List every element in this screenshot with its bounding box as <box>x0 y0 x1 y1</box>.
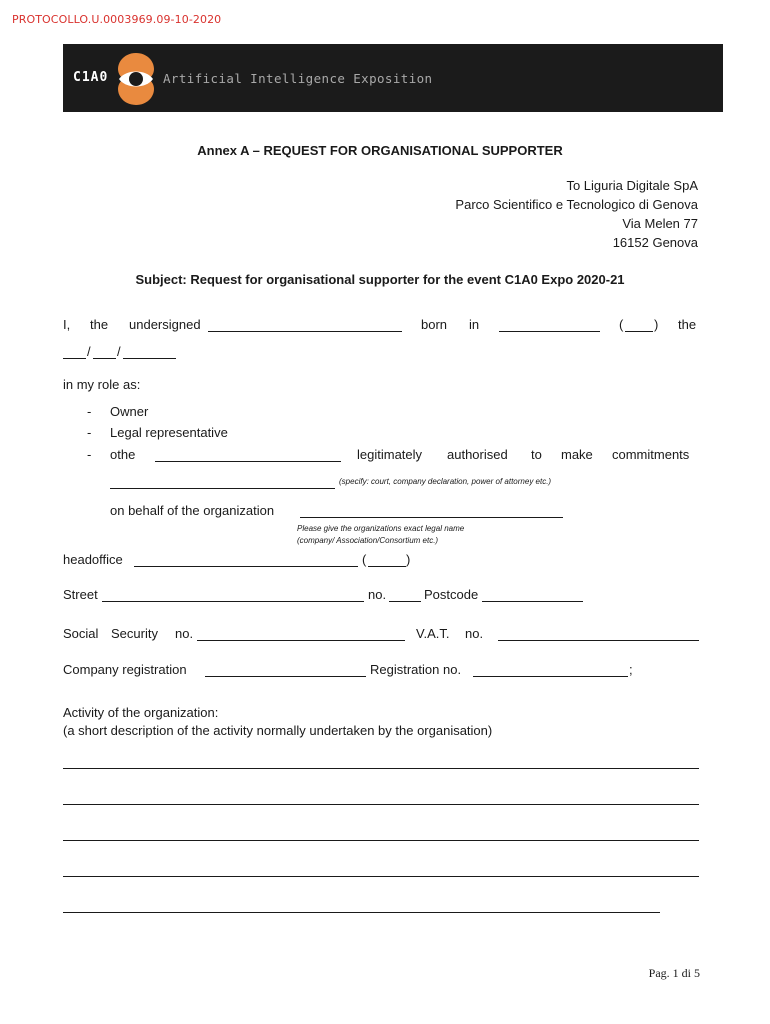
street-number-field[interactable] <box>389 601 421 602</box>
recipient-line-3: Via Melen 77 <box>622 216 698 231</box>
postcode-label: Postcode <box>424 587 479 602</box>
headoffice-field[interactable] <box>134 566 358 567</box>
street-label: Street <box>63 587 98 602</box>
specify-note: (specify: court, company declaration, power of attorney etc.) <box>339 477 552 486</box>
activity-title: Activity of the organization: <box>63 705 219 720</box>
legal-name-note-2: (company/ Association/Consortium etc.) <box>297 536 439 545</box>
protocol-number: PROTOCOLLO.U.0003969.09-10-2020 <box>12 13 222 26</box>
street-no-label: no. <box>368 587 387 602</box>
province-field[interactable] <box>625 331 653 332</box>
postcode-field[interactable] <box>482 601 583 602</box>
birth-month-field[interactable] <box>93 358 116 359</box>
intro-undersigned: undersigned <box>129 317 201 332</box>
activity-line-1[interactable] <box>63 768 699 769</box>
social-word-1: Social <box>63 626 99 641</box>
headoffice-label: headoffice <box>63 552 123 567</box>
registration-number-field[interactable] <box>473 676 628 677</box>
document-title: Annex A – REQUEST FOR ORGANISATIONAL SUPPORTER <box>197 143 563 158</box>
organization-name-field[interactable] <box>300 517 563 518</box>
vat-field[interactable] <box>498 640 699 641</box>
role-dash-1: - <box>87 404 92 419</box>
role-legal-representative: Legal representative <box>110 425 228 440</box>
company-registration-label: Company registration <box>63 662 187 677</box>
social-word-2: Security <box>111 626 158 641</box>
subject-line: Subject: Request for organisational supporter for the event C1A0 Expo 2020-21 <box>135 272 625 287</box>
authorised-word-4: make <box>561 447 593 462</box>
eye-logo-icon <box>116 52 156 106</box>
brand-tagline: Artificial Intelligence Exposition <box>163 71 433 86</box>
recipient-line-4: 16152 Genova <box>612 235 698 250</box>
role-other: othe <box>110 447 136 462</box>
role-owner: Owner <box>110 404 149 419</box>
authorised-word-1: legitimately <box>357 447 423 462</box>
intro-in: in <box>469 317 480 332</box>
vat-word-2: no. <box>465 626 484 641</box>
behalf-label: on behalf of the organization <box>110 503 275 518</box>
activity-line-5[interactable] <box>63 912 660 913</box>
headoffice-paren-open: ( <box>362 552 367 567</box>
date-separator-2: / <box>117 344 121 359</box>
page-number: Pag. 1 di 5 <box>648 966 700 980</box>
company-registration-field[interactable] <box>205 676 366 677</box>
activity-line-2[interactable] <box>63 804 699 805</box>
brand-name: C1A0 <box>73 70 109 85</box>
vat-word-1: V.A.T. <box>416 626 450 641</box>
social-word-3: no. <box>175 626 194 641</box>
legal-name-note-1: Please give the organizations exact legal name <box>297 524 465 533</box>
social-security-field[interactable] <box>197 640 405 641</box>
date-separator-1: / <box>87 344 91 359</box>
paren-close: ) <box>654 317 659 332</box>
role-dash-2: - <box>87 425 92 440</box>
birthplace-field[interactable] <box>499 331 600 332</box>
paren-open: ( <box>619 317 624 332</box>
other-role-field[interactable] <box>155 461 341 462</box>
headoffice-paren-close: ) <box>406 552 411 567</box>
role-dash-3: - <box>87 447 92 462</box>
recipient-line-2: Parco Scientifico e Tecnologico di Genova <box>455 197 698 212</box>
activity-line-3[interactable] <box>63 840 699 841</box>
registration-no-label: Registration no. <box>370 662 462 677</box>
recipient-line-1: To Liguria Digitale SpA <box>566 178 698 193</box>
authority-source-field[interactable] <box>110 488 335 489</box>
activity-description: (a short description of the activity normally undertaken by the organisation) <box>63 723 493 738</box>
birth-day-field[interactable] <box>63 358 86 359</box>
intro-the: the <box>90 317 109 332</box>
authorised-word-2: authorised <box>447 447 508 462</box>
authorised-word-3: to <box>531 447 542 462</box>
intro-the-2: the <box>678 317 697 332</box>
intro-i: I, <box>63 317 71 332</box>
name-field[interactable] <box>208 331 402 332</box>
registration-semicolon: ; <box>629 662 633 677</box>
birth-year-field[interactable] <box>123 358 176 359</box>
activity-line-4[interactable] <box>63 876 699 877</box>
intro-born: born <box>421 317 448 332</box>
headoffice-province-field[interactable] <box>368 566 406 567</box>
role-label: in my role as: <box>63 377 141 392</box>
street-field[interactable] <box>102 601 364 602</box>
authorised-word-5: commitments <box>612 447 690 462</box>
header-banner <box>63 44 723 112</box>
